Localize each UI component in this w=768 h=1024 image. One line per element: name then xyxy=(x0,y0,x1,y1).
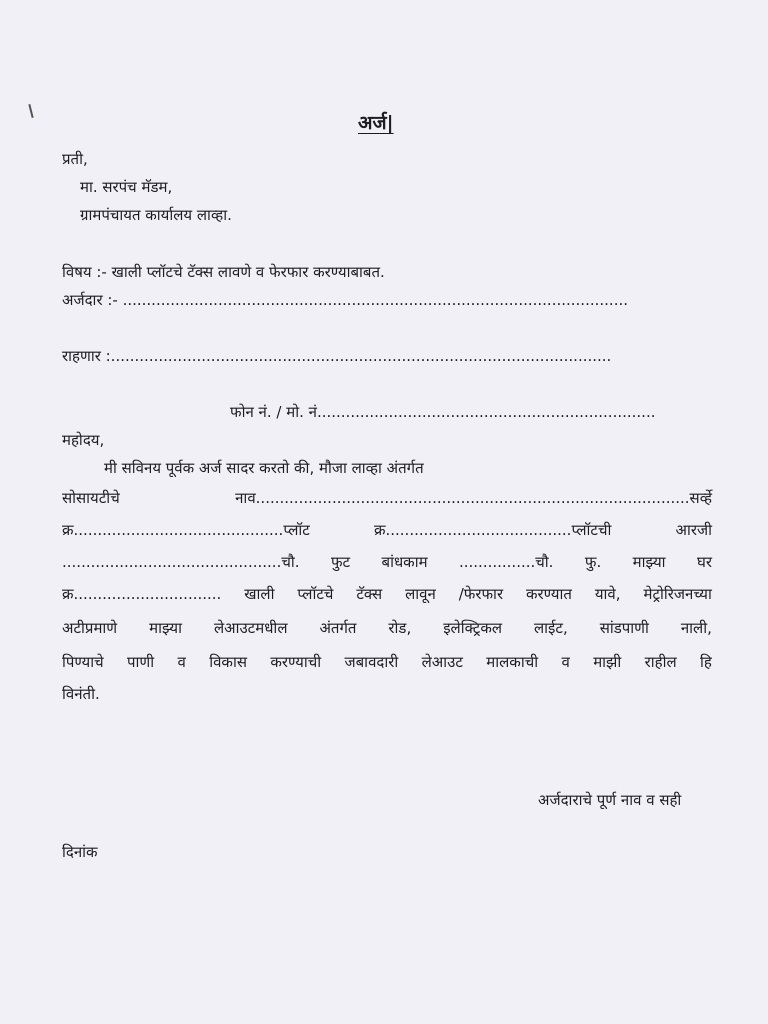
body-line-4 xyxy=(62,584,712,604)
word: सांडपाणी xyxy=(599,619,649,637)
word: माझ्या xyxy=(149,619,182,637)
word: लेआउट xyxy=(421,653,463,671)
word: क्र............................................प्लॉट xyxy=(62,521,310,539)
word: लावून xyxy=(405,585,436,603)
word: व xyxy=(177,653,186,671)
word: अटीप्रमाणे xyxy=(62,619,118,637)
word: घर xyxy=(696,553,712,571)
to-label: प्रती, xyxy=(62,150,88,168)
word: नाव...........................................................................................सर्व्हे xyxy=(235,489,712,507)
word: क्र............................... xyxy=(62,585,222,603)
word: जबावदारी xyxy=(344,653,399,671)
word: फु. xyxy=(584,553,602,571)
word: लाईट, xyxy=(534,619,568,637)
word: करण्यात xyxy=(526,585,572,603)
stray-pen-mark xyxy=(28,104,33,118)
word: पिण्याचे xyxy=(62,653,104,671)
applicant-field: अर्जदार :- .......................................................................................................... xyxy=(62,291,628,309)
subject-line: विषय :- खाली प्लॉटचे टॅक्स लावणे व फेरफार करण्याबाबत. xyxy=(62,263,385,281)
word: करण्याची xyxy=(270,653,322,671)
body-line-1 xyxy=(62,488,712,508)
body-line-2 xyxy=(62,520,712,540)
body-closing: विनंती. xyxy=(62,685,100,703)
word: इलेक्ट्रिकल xyxy=(443,619,503,637)
body-line-6 xyxy=(62,652,712,672)
word: विकास xyxy=(209,653,247,671)
body-line-3 xyxy=(62,552,712,572)
word: ................चौ. xyxy=(458,553,554,571)
phone-field: फोन नं. / मो. नं....................................................................... xyxy=(230,403,656,421)
word: ..............................................चौ. xyxy=(62,553,300,571)
word: माझ्या xyxy=(632,553,666,571)
word: यावे, xyxy=(594,585,621,603)
body-intro: मी सविनय पूर्वक अर्ज सादर करतो की, मौजा लाव्हा अंतर्गत xyxy=(104,459,424,477)
word: क्र.......................................प्लॉटची xyxy=(373,521,612,539)
date-label: दिनांक xyxy=(62,843,98,861)
word: /फेरफार xyxy=(458,585,504,603)
word: पाणी xyxy=(127,653,155,671)
body-line-5 xyxy=(62,618,712,638)
word: मालकाची xyxy=(486,653,539,671)
word: अंतर्गत xyxy=(319,619,357,637)
word: बांधकाम xyxy=(381,553,428,571)
word: व xyxy=(561,653,570,671)
letter-title: अर्ज| xyxy=(358,112,394,134)
word: प्लॉटचे xyxy=(297,585,334,603)
word: मेट्रोरिजनच्या xyxy=(643,585,712,603)
word: आरजी xyxy=(675,521,712,539)
recipient-line: मा. सरपंच मॅडम, xyxy=(80,178,173,196)
word: फुट xyxy=(330,553,351,571)
word: नाली, xyxy=(680,619,712,637)
word: राहील xyxy=(644,653,677,671)
word: खाली xyxy=(244,585,275,603)
word: माझी xyxy=(593,653,622,671)
salutation: महोदय, xyxy=(62,431,105,449)
word: सोसायटीचे xyxy=(62,489,120,507)
word: लेआउटमधील xyxy=(213,619,288,637)
word: टॅक्स xyxy=(356,585,383,603)
word: रोड, xyxy=(388,619,412,637)
resident-field: राहणार :......................................................................................................... xyxy=(62,347,612,365)
word: हि xyxy=(700,653,712,671)
office-line: ग्रामपंचायत कार्यालय लाव्हा. xyxy=(80,206,232,224)
signature-label: अर्जदाराचे पूर्ण नाव व सही xyxy=(538,791,682,809)
